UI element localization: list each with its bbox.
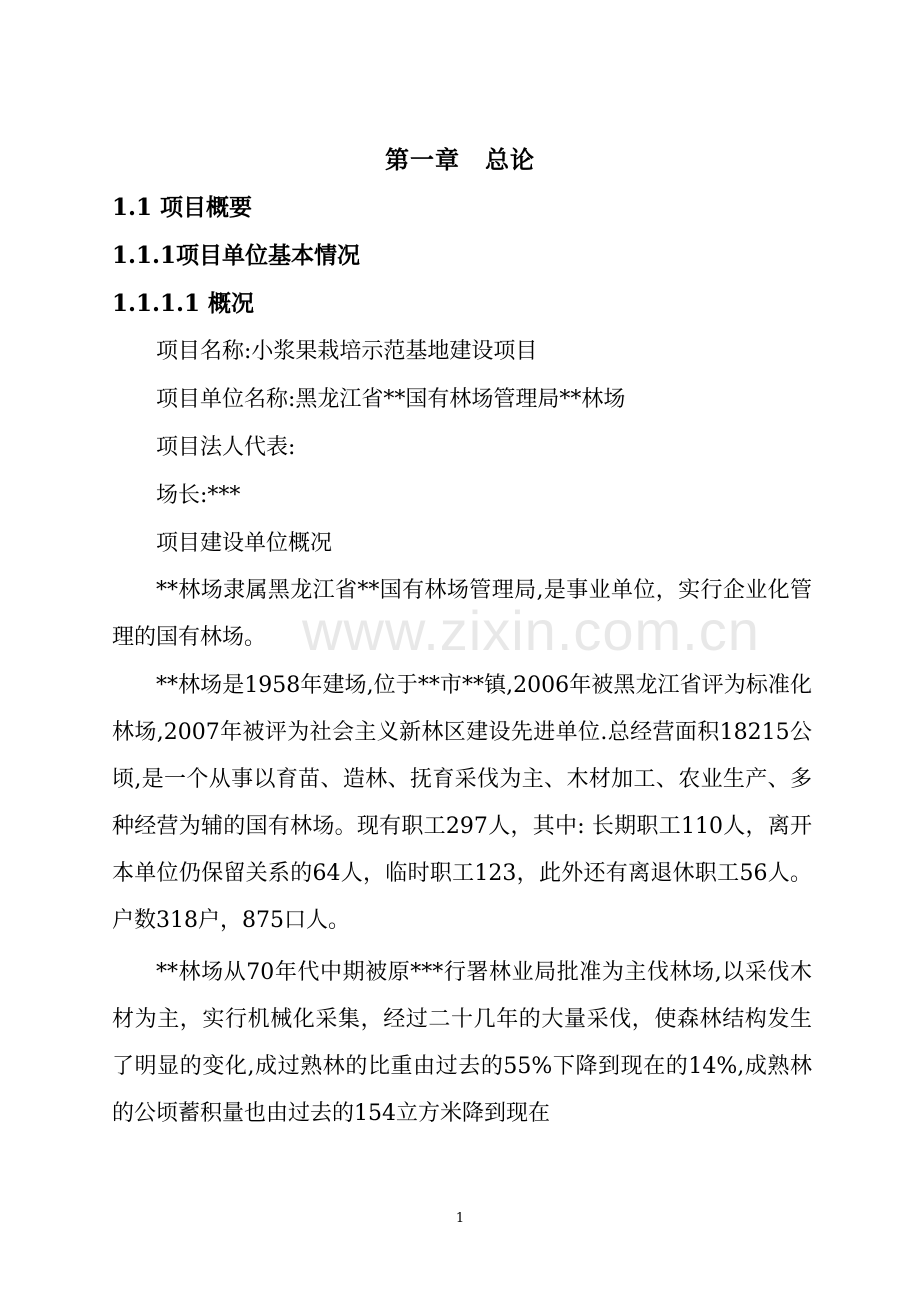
paragraph-3: **林场从70年代中期被原***行署林业局批准为主伐林场,以采伐木材为主，实行机械化采集，经过二十几年的大量采伐，使森林结构发生了明显的变化,成过熟林的比重由过去的55%下降到现在的14%,成熟林的公顷蓄积量也由过去的154立方米降到现在 <box>112 960 812 1126</box>
page-number: 1 <box>455 1211 465 1226</box>
project-unit-line: 项目单位名称:黑龙江省**国有林场管理局**林场 <box>156 387 626 412</box>
project-name-line: 项目名称:小浆果栽培示范基地建设项目 <box>156 339 538 364</box>
watermark: www.zixin.com.cn <box>302 599 760 662</box>
section-heading-1-1: 1.1 项目概要 <box>112 194 253 221</box>
section-heading-1-1-1-1: 1.1.1.1 概况 <box>112 290 255 317</box>
legal-rep-line: 项目法人代表: <box>156 435 296 460</box>
overview-label-line: 项目建设单位概况 <box>156 531 333 556</box>
paragraph-1: **林场隶属黑龙江省**国有林场管理局,是事业单位，实行企业化管理的国有林场。 <box>112 578 812 650</box>
director-line: 场长:*** <box>156 483 241 508</box>
section-heading-1-1-1: 1.1.1项目单位基本情况 <box>112 242 361 269</box>
paragraph-2: **林场是1958年建场,位于**市**镇,2006年被黑龙江省评为标准化林场,2007年被评为社会主义新林区建设先进单位.总经营面积18215公顷,是一个从事以育苗、造林、抚育采伐为主、木材加工、农业生产、多种经营为辅的国有林场。现有职工297人，其中: 长期职工110人，离开本单位仍保留关系的64人，临时职工123，此外还有离退休职工56人。户数318户，875口人。 <box>112 673 812 933</box>
chapter-title: 第一章 总论 <box>385 145 535 174</box>
